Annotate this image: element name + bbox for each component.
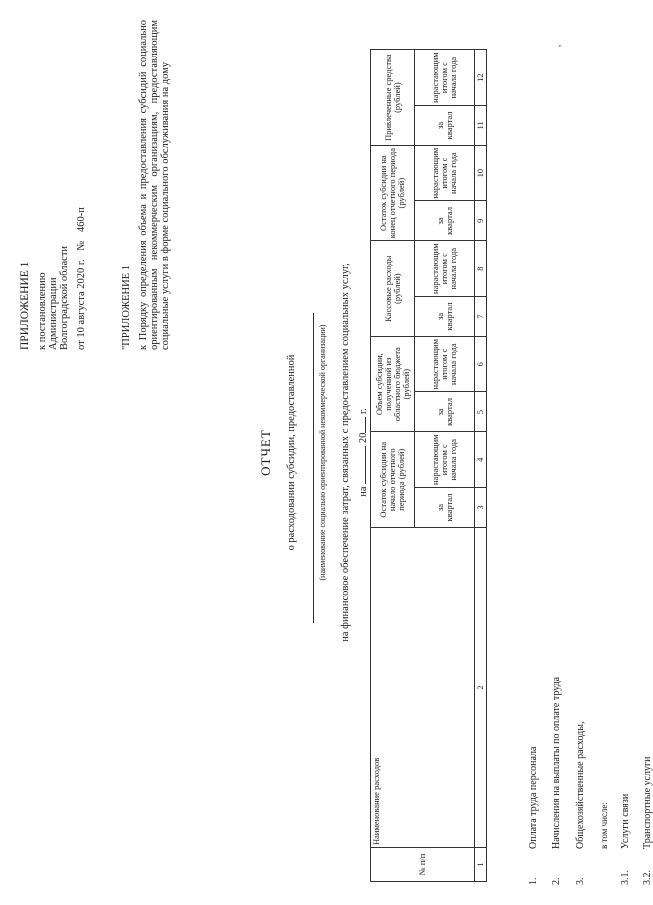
row-number: 1. [528,877,539,885]
col-number-cell: 12 [475,50,487,106]
col-group-closing-balance: Остаток субсидии на конец отчетного периода (рублей) [371,145,415,241]
col-group-opening-balance: Остаток субсидии на начало отчетного периода (рублей) [371,432,415,528]
row-label: Общехозяйственные расходы, [575,721,586,849]
subcol-cumulative: нарастающим итогом с начала года [415,432,475,488]
col-number-cell: 8 [475,241,487,297]
col-number-cell: 1 [475,848,487,882]
col-group-attracted-funds: Привлеченные средства (рублей) [371,50,415,146]
col-group-cash-expenses: Кассовые расходы (рублей) [371,241,415,337]
year-blank [355,417,366,433]
col-number-cell: 10 [475,145,487,201]
col-number-cell: 3 [475,488,487,528]
col-number-cell: 4 [475,432,487,488]
decree-header [20,201,87,350]
decree-date-line [76,201,87,350]
subcol-cumulative: нарастающим итогом с начала года [415,241,475,297]
row-label: в том числе: [599,802,609,849]
subcol-quarter: за квартал [415,296,475,336]
col-number-cell: 11 [475,105,487,145]
row-label: Оплата труда персонала [528,746,539,849]
appendix-text: к Порядку определения объема и предоставления субсидий социально ориентированным некоммерческим организациям, предоставляющим социальные услуги в форме социального обслуживания на дому [138,20,171,350]
row-label: Начисления на выплаты по оплате труда [551,676,562,849]
row-label: Услуги связи [620,793,631,849]
col-number-cell: 6 [475,336,487,392]
col-header-num: № п/п [371,848,475,882]
report-subtitle: о расходовании субсидии, предоставленной [286,354,297,551]
col-number-cell: 5 [475,392,487,432]
decree-number-label: № [76,240,87,251]
period-suffix: г. [358,408,369,415]
subcol-cumulative: нарастающим итогом с начала года [415,145,475,201]
col-number-cell: 7 [475,296,487,336]
col-number-cell: 9 [475,201,487,241]
organization-name-line [313,313,314,623]
subcol-cumulative: нарастающим итогом с начала года [415,50,475,106]
decree-date: от 10 августа 2020 г. [76,259,87,350]
stray-mark: , [552,44,562,47]
decree-line: Волгоградской области [59,245,70,350]
report-period [355,0,369,905]
report-table [370,49,487,882]
decree-line: к постановлению [37,272,48,350]
decree-number: 460-п [76,207,87,233]
appendix-block [121,20,171,350]
subcol-quarter: за квартал [415,105,475,145]
row-number: 3.1. [620,870,631,885]
row-number: 2. [551,877,562,885]
col-number-cell: 2 [475,528,487,848]
decree-line: Администрации [48,277,59,350]
decree-caption: ПРИЛОЖЕНИЕ 1 [19,261,31,350]
subcol-quarter: за квартал [415,392,475,432]
row-number: 3. [575,877,586,885]
report-purpose: на финансовое обеспечение затрат, связанных с предоставлением социальных услуг, [340,263,351,642]
col-group-received: Объем субсидии, полученной из областного бюджета (рублей) [371,336,415,432]
period-prefix: на [358,486,369,497]
row-label: Транспортные услуги [642,756,653,849]
report-title: ОТЧЕТ [258,429,273,476]
row-number: 3.2. [642,870,653,885]
period-blank [355,446,366,484]
organization-hint: (наименование социально ориентированной некоммерческой организации) [318,324,327,581]
appendix-caption: "ПРИЛОЖЕНИЕ 1 [121,264,132,350]
period-year-prefix: 20 [358,432,369,444]
subcol-quarter: за квартал [415,201,475,241]
subcol-quarter: за квартал [415,488,475,528]
col-header-name: Наименование расходов [371,528,475,848]
subcol-cumulative: нарастающим итогом с начала года [415,336,475,392]
